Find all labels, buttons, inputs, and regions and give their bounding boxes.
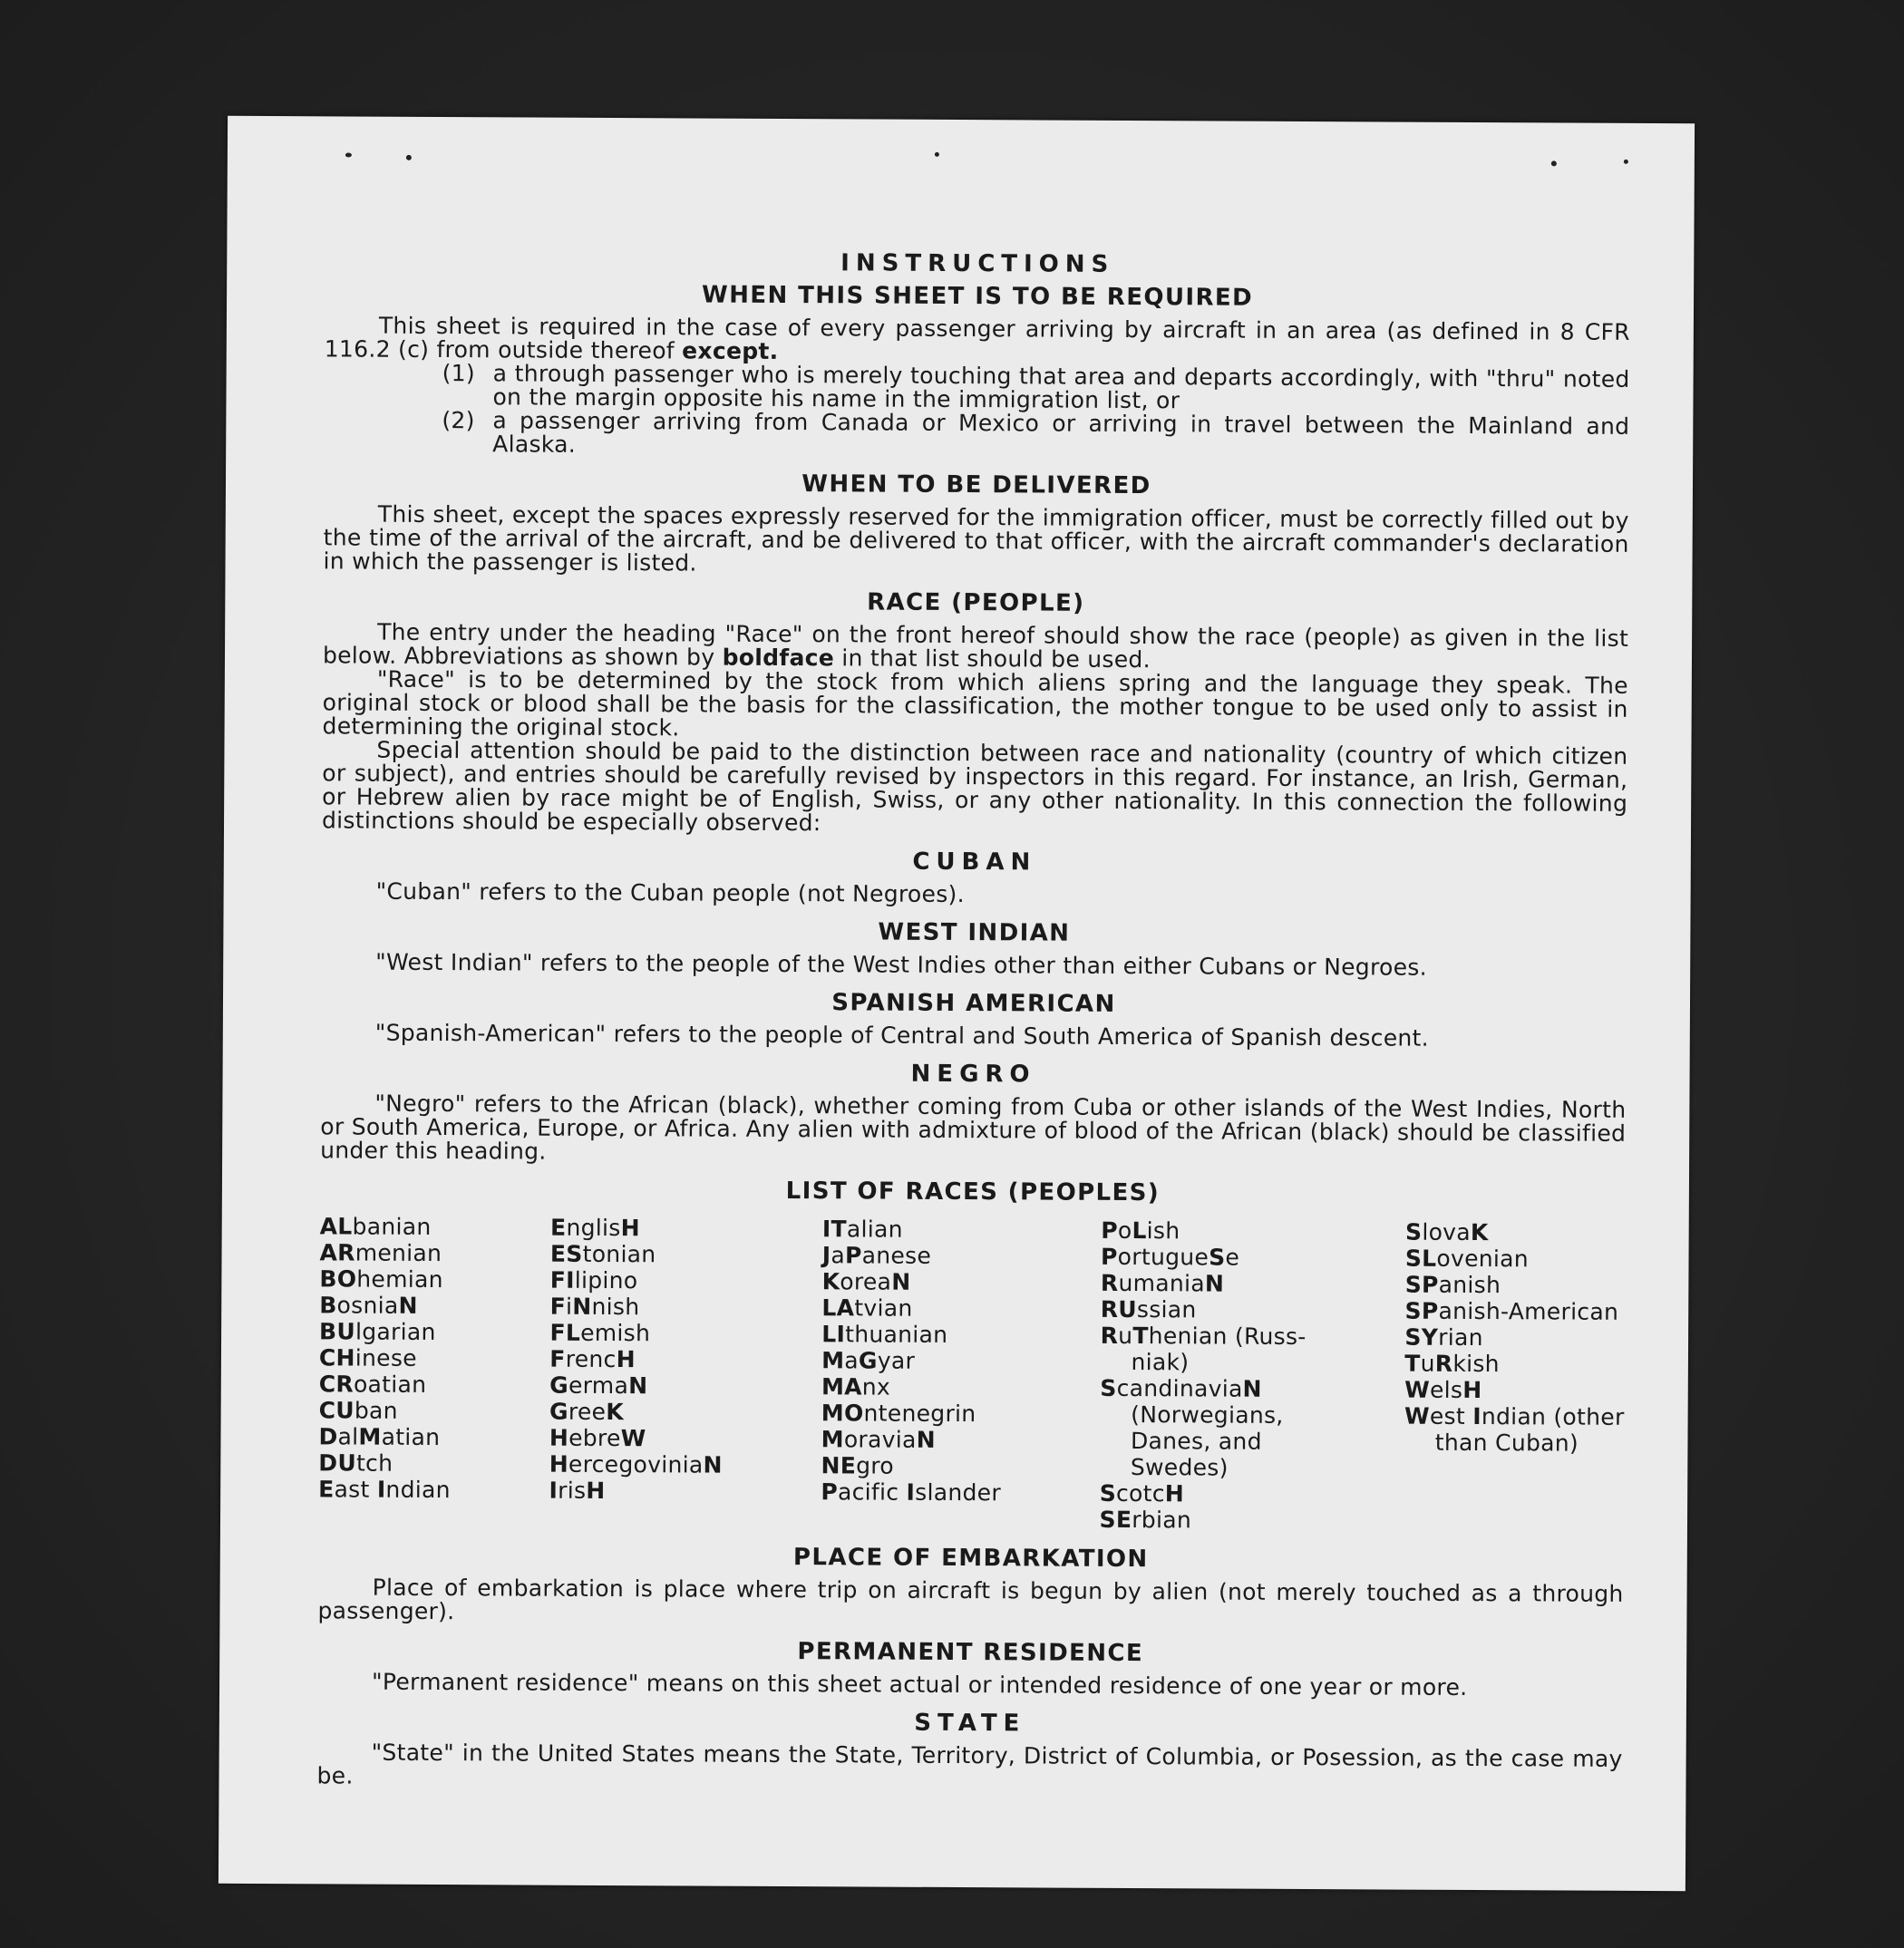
instructions-title: INSTRUCTIONS	[840, 249, 1115, 278]
state-text: "State" in the United States means the State, Territory, District of Columbia, or Posession, as the case may be.	[316, 1739, 1623, 1789]
race-entry: JaPanese	[821, 1242, 932, 1269]
race-entry: FrencH	[549, 1345, 636, 1373]
residence-heading: PERMANENT RESIDENCE	[797, 1638, 1144, 1668]
race-entry: DUtch	[318, 1449, 393, 1477]
embarkation-heading: PLACE OF EMBARKATION	[792, 1544, 1149, 1574]
race-entry: PoLish	[1101, 1216, 1180, 1245]
race-entry: SlovaK	[1404, 1218, 1489, 1246]
race-entry: CRoatian	[318, 1371, 427, 1398]
race-entry: EnglisH	[550, 1214, 640, 1242]
race-entry: (Norwegians,	[1131, 1401, 1284, 1429]
race-column	[549, 1215, 724, 1531]
race-entry: ScotcH	[1099, 1479, 1185, 1507]
race-entry: Danes, and	[1130, 1428, 1262, 1455]
race-column	[1404, 1219, 1625, 1536]
race-entry: ARmenian	[319, 1239, 442, 1267]
race-entry: SLovenian	[1404, 1245, 1530, 1273]
list-of-races-heading: LIST OF RACES (PEOPLES)	[785, 1178, 1161, 1207]
race-entry: East Indian	[318, 1476, 451, 1504]
delivered-heading: WHEN TO BE DELIVERED	[801, 470, 1151, 500]
race-entry: MoraviaN	[821, 1426, 936, 1453]
cuban-heading: CUBAN	[912, 848, 1037, 877]
race-heading: RACE (PEOPLE)	[867, 588, 1085, 617]
speck	[935, 152, 939, 157]
race-column	[1100, 1217, 1307, 1534]
race-entry: IrisH	[549, 1477, 606, 1504]
speck	[1624, 160, 1628, 164]
state-heading: STATE	[914, 1709, 1026, 1738]
race-entry: ITalian	[821, 1216, 903, 1243]
race-entry: CUban	[318, 1397, 398, 1424]
race-entry: KoreaN	[821, 1268, 911, 1295]
race-entry: HebreW	[549, 1424, 646, 1452]
delivered-text: This sheet, except the spaces expressly reserved for the immigration officer, must be correctly filled out by the time of the arrival of the aircraft, and be delivered to that officer, with the aircraft commander's declaration in which the passenger is listed.	[323, 500, 1629, 577]
race-paragraph-2: "Race" is to be determined by the stock from which aliens spring and the language they speak. The original stock or blood shall be the basis for the classification, the mother tongue to be used only to assist in determining the original stock.	[322, 665, 1628, 741]
race-entry: MaGyar	[821, 1347, 916, 1374]
race-entry: BUlgarian	[319, 1318, 436, 1345]
race-entry: RuThenian (Russ-	[1100, 1322, 1307, 1351]
race-list	[318, 1213, 1626, 1536]
race-entry: NEgro	[821, 1452, 895, 1479]
race-entry: RUssian	[1100, 1295, 1197, 1323]
race-entry: ScandinaviaN	[1100, 1374, 1262, 1402]
race-entry: GermaN	[549, 1371, 648, 1400]
document-page	[219, 116, 1695, 1891]
exception-item	[442, 362, 1629, 415]
race-entry: LAtvian	[821, 1294, 913, 1322]
embarkation-text: Place of embarkation is place where trip on aircraft is begun by alien (not merely touched as a through passenger).	[317, 1574, 1624, 1625]
race-entry: CHinese	[318, 1344, 417, 1371]
required-text-main: This sheet is required in the case of every passenger arriving by aircraft in an area (as defined in 8 CFR 116.2 (c) from outside thereof	[324, 312, 1630, 364]
race-entry: GreeK	[549, 1398, 625, 1426]
instructions-body	[316, 248, 1630, 1795]
negro-text: "Negro" refers to the African (black), whether coming from Cuba or other islands of the West Indies, North or South America, Europe, or Africa. Any alien with admixture of blood of the African (black) should be classified under this heading.	[320, 1090, 1627, 1165]
exception-text: a through passenger who is merely touching that area and departs accordingly, with "thru" noted on the margin opposite his name in the immigration list, or	[492, 360, 1630, 414]
spanish-american-text: "Spanish-American" refers to the people of Central and South America of Spanish descent.	[374, 1019, 1430, 1052]
race-entry: Pacific Islander	[821, 1478, 1002, 1507]
race-paragraph-3: Special attention should be paid to the distinction between race and nationality (country of which citizen or subject), and entries should be carefully revised by inspectors in this regard. For instance, an Irish, German, or Hebrew alien by race might be of English, Swiss, or any other nationality. In this connection the following distinctions should be especially observed:	[321, 736, 1628, 837]
race-entry: BosniaN	[319, 1292, 418, 1319]
race-entry: FIlipino	[549, 1266, 638, 1294]
exception-item	[442, 409, 1629, 462]
west-indian-text: "West Indian" refers to the people of the West Indies other than either Cubans or Negroes.	[375, 948, 1427, 981]
race-entry: DalMatian	[318, 1423, 441, 1451]
race-entry: PortugueSe	[1101, 1243, 1240, 1271]
negro-heading: NEGRO	[910, 1060, 1036, 1089]
race-entry: HercegoviniaN	[549, 1450, 723, 1478]
race-entry: FiNnish	[549, 1293, 640, 1321]
west-indian-heading: WEST INDIAN	[878, 918, 1071, 947]
race-entry: than Cuban)	[1434, 1429, 1579, 1457]
race-entry: SPanish-American	[1404, 1297, 1619, 1325]
spanish-american-heading: SPANISH AMERICAN	[831, 989, 1116, 1018]
exception-text: a passenger arriving from Canada or Mexico or arriving in travel between the Mainland and Alaska.	[492, 407, 1630, 458]
race-entry: EStonian	[549, 1240, 656, 1268]
exception-number: (1)	[442, 360, 476, 387]
race-entry: LIthuanian	[821, 1321, 948, 1348]
race-entry: BOhemian	[319, 1265, 443, 1294]
required-text-except: except.	[682, 337, 779, 364]
speck	[345, 152, 352, 157]
race-p1-tail: in that list should be used.	[834, 644, 1151, 674]
race-entry: MAnx	[821, 1373, 891, 1400]
residence-text: "Permanent residence" means on this sheet actual or intended residence of one year or more.	[371, 1668, 1468, 1701]
speck	[1551, 160, 1557, 166]
cuban-text: "Cuban" refers to the Cuban people (not Negroes).	[375, 877, 965, 908]
race-entry: SErbian	[1099, 1506, 1192, 1534]
race-entry: TuRkish	[1404, 1350, 1500, 1378]
race-entry: niak)	[1131, 1349, 1190, 1376]
race-entry: SPanish	[1404, 1271, 1501, 1299]
exception-number: (2)	[442, 407, 475, 434]
race-entry: WelsH	[1404, 1376, 1482, 1404]
race-entry: West Indian (other	[1404, 1402, 1625, 1430]
race-column	[318, 1213, 452, 1529]
race-entry: SYrian	[1404, 1323, 1483, 1352]
race-entry: ALbanian	[319, 1213, 432, 1240]
race-column	[821, 1216, 1002, 1532]
race-entry: RumaniaN	[1100, 1269, 1225, 1297]
race-p1-bold: boldface	[722, 644, 835, 672]
race-entry: MOntenegrin	[821, 1400, 976, 1428]
required-heading: WHEN THIS SHEET IS TO BE REQUIRED	[702, 281, 1254, 312]
race-entry: FLemish	[549, 1319, 651, 1347]
speck	[406, 155, 412, 160]
race-p1-text: The entry under the heading "Race" on the front hereof should show the race (people) as given in the list below. Abbreviations as shown by	[322, 618, 1629, 671]
race-entry: Swedes)	[1130, 1454, 1229, 1481]
